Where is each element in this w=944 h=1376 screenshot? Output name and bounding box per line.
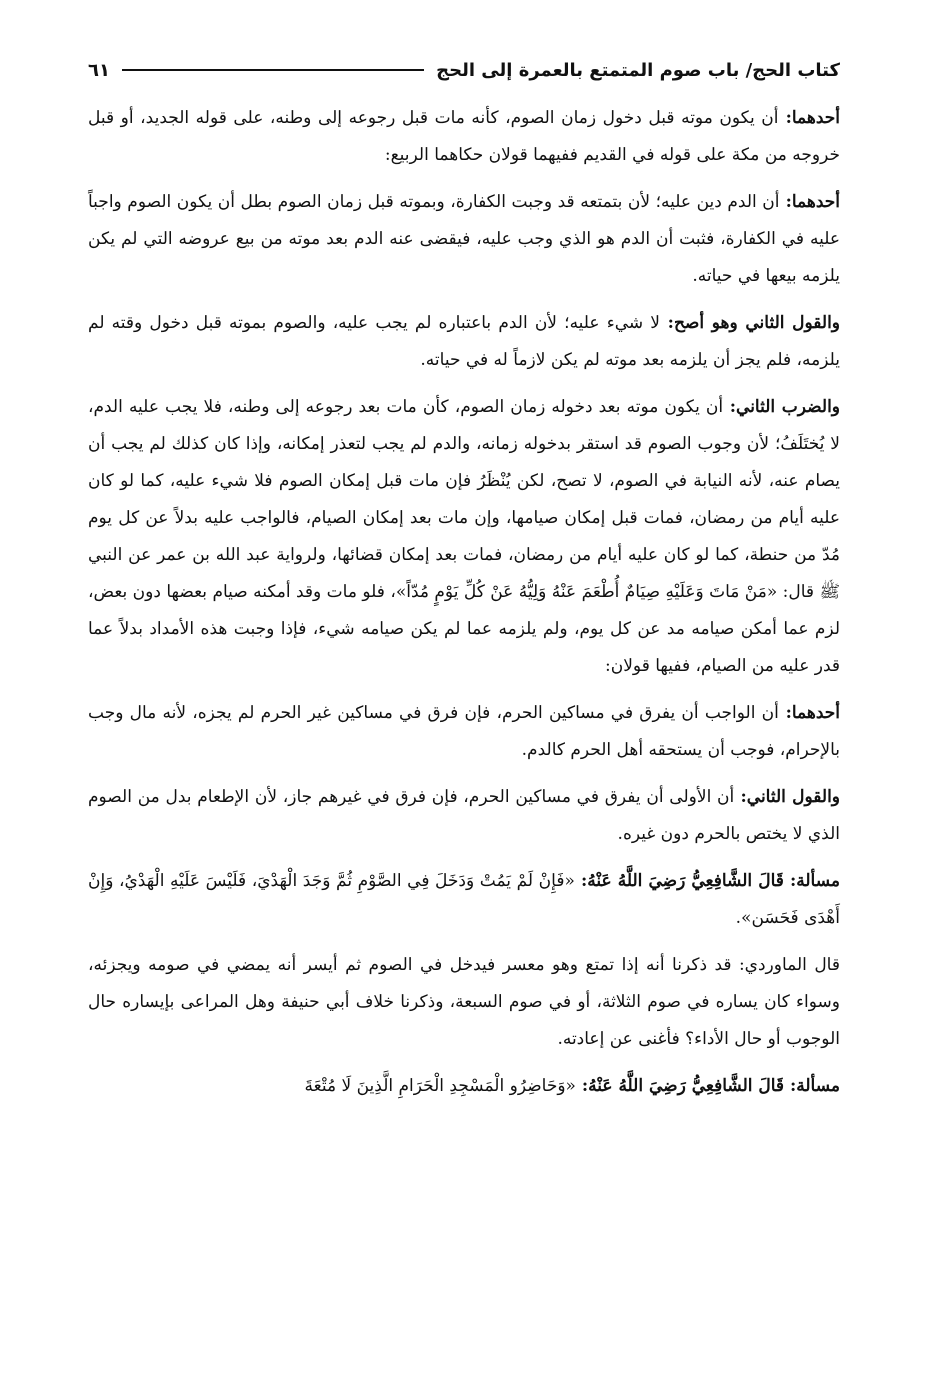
paragraph-lead: والضرب الثاني:	[723, 397, 841, 417]
paragraph-text: «وَحَاضِرُو الْمَسْجِدِ الْحَرَامِ الَّذِينَ لَا مُتْعَةَ	[304, 1076, 576, 1096]
paragraph-text: أن يكون موته بعد دخوله زمان الصوم، كأن مات بعد رجوعه إلى وطنه، فلا يجب عليه الدم، لا يُختَلَفُ؛ لأن وجوب الصوم قد استقر بدخوله زمانه، والدم لم يجب لتعذر إمكانه، وإذا كان كذلك لم يجب أن يصام عنه، لأنه النيابة في الصوم، لا تصح، لكن يُنْظَرُ فإن مات قبل إمكان الصوم فلا شيء عليه، كما لو كان عليه أيام من رمضان، فمات قبل إمكان صيامها، وإن مات بعد إمكان الصيام، فالواجب عليه بدلاً عن كل يوم مُدّ من حنطة، كما لو كان عليه أيام من رمضان، فمات بعد إمكان قضائها، ولرواية عبد الله بن عمر عن النبي ﷺ قال: «مَنْ مَاتَ وَعَلَيْهِ صِيَامٌ أُطْعَمَ عَنْهُ وَلِيُّهُ عَنْ كُلِّ يَوْمٍ مُدّاً»، فلو مات وقد أمكنه صيام بعضها دون بعض، لزم عما أمكن صيامه مد عن كل يوم، ولم يلزمه عما لم يكن صيامه شيء، فإذا وجبت هذه الأمداد بدلاً عما قدر عليه من الصيام، ففيها قولان:	[88, 397, 840, 676]
paragraph-6	[88, 779, 840, 853]
paragraph-lead: والقول الثاني وهو أصح:	[660, 313, 840, 333]
paragraph-lead: مسألة: قَالَ الشَّافِعِيُّ رَضِيَ اللَّهُ عَنْهُ:	[574, 871, 840, 891]
paragraph-text: «فَإِنْ لَمْ يَمُتْ وَدَخَلَ فِي الصَّوْمِ ثُمَّ وَجَدَ الْهَدْيَ، فَلَيْسَ عَلَيْهِ الْهَدْيُ، وَإِنْ أَهْدَى فَحَسَن».	[88, 871, 840, 928]
paragraph-9	[88, 1068, 840, 1105]
paragraph-lead: أحدهما:	[779, 192, 840, 212]
header-title: كتاب الحج/ باب صوم المتمتع بالعمرة إلى الحج	[436, 59, 840, 81]
paragraph-lead: أحدهما:	[778, 703, 840, 723]
paragraph-text: أن الواجب أن يفرق في مساكين الحرم، فإن فرق في مساكين غير الحرم لم يجزه، لأنه مال وجب بالإحرام، فوجب أن يستحقه أهل الحرم كالدم.	[88, 703, 840, 760]
paragraph-7	[88, 863, 840, 937]
paragraph-3	[88, 305, 840, 379]
running-header	[88, 52, 840, 88]
paragraph-text: أن الدم دين عليه؛ لأن بتمتعه قد وجبت الكفارة، وبموته قبل زمان الصوم بطل أن يكون الصوم واجباً عليه في الكفارة، فثبت أن الدم هو الذي وجب عليه، فيقضى عنه الدم بعد موته من بيع عروضه التي لم يكن يلزمه بيعها في حياته.	[88, 192, 840, 286]
paragraph-5	[88, 695, 840, 769]
body-text	[88, 100, 840, 1105]
paragraph-text: أن الأولى أن يفرق في مساكين الحرم، فإن فرق في غيرهم جاز، لأن الإطعام بدل من الصوم الذي لا يختص بالحرم دون غيره.	[88, 787, 840, 844]
paragraph-text: قال الماوردي: قد ذكرنا أنه إذا تمتع وهو معسر فيدخل في الصوم ثم أيسر أنه يمضي في صومه ويجزئه، وسواء كان يساره في صوم الثلاثة، أو في صوم السبعة، وذكرنا خلاف أبي حنيفة وهل المراعى بإيساره حال الوجوب أو حال الأداء؟ فأغنى عن إعادته.	[88, 955, 840, 1049]
paragraph-2	[88, 184, 840, 295]
paragraph-8	[88, 947, 840, 1058]
paragraph-lead: مسألة: قَالَ الشَّافِعِيُّ رَضِيَ اللَّهُ عَنْهُ:	[575, 1076, 840, 1096]
paragraph-text: أن يكون موته قبل دخول زمان الصوم، كأنه مات قبل رجوعه إلى وطنه، على قوله الجديد، أو قبل خروجه من مكة على قوله في القديم ففيهما قولان حكاهما الربيع:	[88, 108, 840, 165]
paragraph-1	[88, 100, 840, 174]
paragraph-lead: والقول الثاني:	[734, 787, 840, 807]
paragraph-text: لا شيء عليه؛ لأن الدم باعتباره لم يجب عليه، والصوم بموته قبل دخول وقته لم يلزمه، فلم يجز أن يلزمه بعد موته لم يكن لازماً له في حياته.	[88, 313, 840, 370]
book-page	[88, 52, 840, 1115]
page-number: ٦١	[88, 59, 110, 81]
header-rule	[122, 69, 424, 71]
paragraph-lead: أحدهما:	[778, 108, 840, 128]
paragraph-4	[88, 389, 840, 685]
